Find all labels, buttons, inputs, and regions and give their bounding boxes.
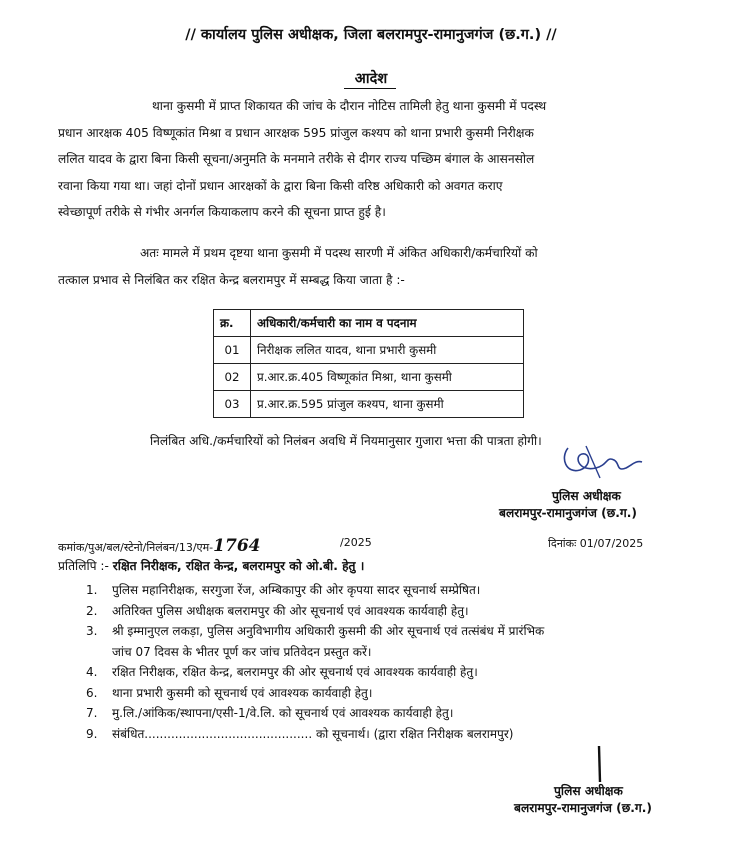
paragraph-1 — [58, 93, 693, 226]
reference-prefix: कमांक/पुअ/बल/स्टेनो/निलंबन/13/एम- — [58, 541, 214, 554]
cell-name: निरीक्षक ललित यादव, थाना प्रभारी कुसमी — [251, 337, 524, 364]
list-item-number: 9. — [86, 726, 98, 741]
list-item-text: रक्षित निरीक्षक, रक्षित केन्द्र, बलरामपुर की ओर सूचनार्थ एवं आवश्यक कार्यवाही हेतु। — [112, 665, 478, 679]
cell-serial: 02 — [214, 364, 251, 391]
list-item — [86, 601, 706, 622]
paragraph-1-line: रवाना किया गया था। जहां दोनों प्रधान आरक्षकों के द्वारा बिना किसी वरिष्ठ अधिकारी को अवगत कराए — [58, 178, 503, 193]
list-item-number: 3. — [86, 624, 98, 638]
list-item — [86, 580, 706, 601]
list-item-text: मु.लि./आंकिक/स्थापना/एसी-1/वे.लि. को सूचनार्थ एवं आवश्यक कार्यवाही हेतु। — [112, 706, 454, 720]
list-item-text-multiline — [112, 621, 544, 662]
list-item-text: पुलिस महानिरीक्षक, सरगुजा रेंज, अम्बिकापुर की ओर कृपया सादर सूचनार्थ सम्प्रेषित। — [112, 583, 481, 597]
copy-to-recipient: रक्षित निरीक्षक, रक्षित केन्द्र, बलरामपुर को ओ.बी. हेतु । — [112, 559, 365, 573]
list-item-number: 7. — [86, 706, 98, 720]
paragraph-1-line: स्वेच्छापूर्ण तरीके से गंभीर अनर्गल कियाकलाप करने की सूचना प्राप्त हुई है। — [58, 205, 386, 220]
list-item — [86, 662, 706, 683]
list-item-text: थाना प्रभारी कुसमी को सूचनार्थ एवं आवश्यक कार्यवाही हेतु। — [112, 685, 373, 700]
handwritten-number: 1764 — [213, 536, 261, 556]
allowance-note: निलंबित अधि./कर्मचारियों को निलंबन अवधि में नियमानुसार गुजारा भत्ता की पात्रता होगी। — [150, 434, 542, 448]
signature-image-top — [556, 438, 646, 486]
title-underline — [344, 88, 396, 89]
reference-year: /2025 — [340, 536, 372, 549]
cell-serial: 01 — [214, 337, 251, 364]
cell-name: प्र.आर.क्र.405 विष्णूकांत मिश्रा, थाना कुसमी — [251, 364, 524, 391]
list-item-number: 6. — [86, 685, 98, 700]
list-item-text: श्री इम्मानुएल लकड़ा, पुलिस अनुविभागीय अधिकारी कुसमी की ओर सूचनार्थ एवं तत्संबंध में प्रारंभिक — [112, 624, 545, 638]
cell-name: प्र.आर.क्र.595 प्रांजुल कश्यप, थाना कुसमी — [251, 391, 524, 418]
list-item-number: 1. — [86, 583, 98, 597]
paragraph-2 — [58, 240, 693, 293]
signature-designation-top: पुलिस अधीक्षक — [552, 489, 621, 503]
cell-serial: 03 — [214, 391, 251, 418]
table-header-row — [214, 310, 524, 337]
column-header-serial: क्र. — [214, 310, 251, 337]
list-item-number: 2. — [86, 603, 98, 618]
table-row — [214, 364, 524, 391]
list-item — [86, 724, 706, 745]
copy-to-line — [58, 557, 364, 574]
order-title: आदेश — [354, 71, 388, 87]
order-date: दिनांकः 01/07/2025 — [548, 537, 644, 550]
office-heading: // कार्यालय पुलिस अधीक्षक, जिला बलरामपुर-रामानुजगंज (छ.ग.) // — [185, 27, 557, 43]
suspended-staff-table — [213, 309, 524, 418]
paragraph-1-line: ललित यादव के द्वारा बिना किसी सूचना/अनुमति के मनमाने तरीके से दीगर राज्य पच्छिम बंगाल के आसनसोल — [58, 152, 535, 167]
table-row — [214, 337, 524, 364]
paragraph-1-line: प्रधान आरक्षक 405 विष्णूकांत मिश्रा व प्रधान आरक्षक 595 प्रांजुल कश्यप को थाना प्रभारी कुसमी निरीक्षक — [58, 125, 534, 140]
list-item-text: संबंधित............................................ को सूचनार्थ। (द्वारा रक्षित निरीक्षक बलरामपुर) — [112, 726, 514, 741]
paragraph-1-line: थाना कुसमी में प्राप्त शिकायत की जांच के दौरान नोटिस तामिली हेतु थाना कुसमी में पदस्थ — [152, 99, 547, 113]
signature-district-top: बलरामपुर-रामानुजगंज (छ.ग.) — [499, 506, 637, 520]
paragraph-2-line: तत्काल प्रभाव से निलंबित कर रक्षित केन्द्र बलरामपुर में सम्बद्ध किया जाता है :- — [58, 272, 405, 287]
signature-designation-bottom: पुलिस अधीक्षक — [554, 784, 623, 798]
distribution-list — [86, 580, 706, 744]
copy-to-label: प्रतिलिपि :- — [58, 559, 109, 573]
reference-number — [58, 536, 260, 556]
list-item — [86, 683, 706, 704]
table-row — [214, 391, 524, 418]
list-item — [86, 621, 706, 662]
list-item-text: जांच 07 दिवस के भीतर पूर्ण कर जांच प्रतिवेदन प्रस्तुत करें। — [112, 644, 372, 659]
list-item-text: अतिरिक्त पुलिस अधीक्षक बलरामपुर की ओर सूचनार्थ एवं आवश्यक कार्यवाही हेतु। — [112, 603, 469, 618]
list-item-number: 4. — [86, 665, 98, 679]
list-item — [86, 703, 706, 724]
paragraph-2-line: अतः मामले में प्रथम दृष्टया थाना कुसमी में पदस्थ सारणी में अंकित अधिकारी/कर्मचारियों को — [140, 246, 538, 260]
signature-district-bottom: बलरामपुर-रामानुजगंज (छ.ग.) — [514, 801, 652, 815]
column-header-name: अधिकारी/कर्मचारी का नाम व पदनाम — [251, 310, 524, 337]
